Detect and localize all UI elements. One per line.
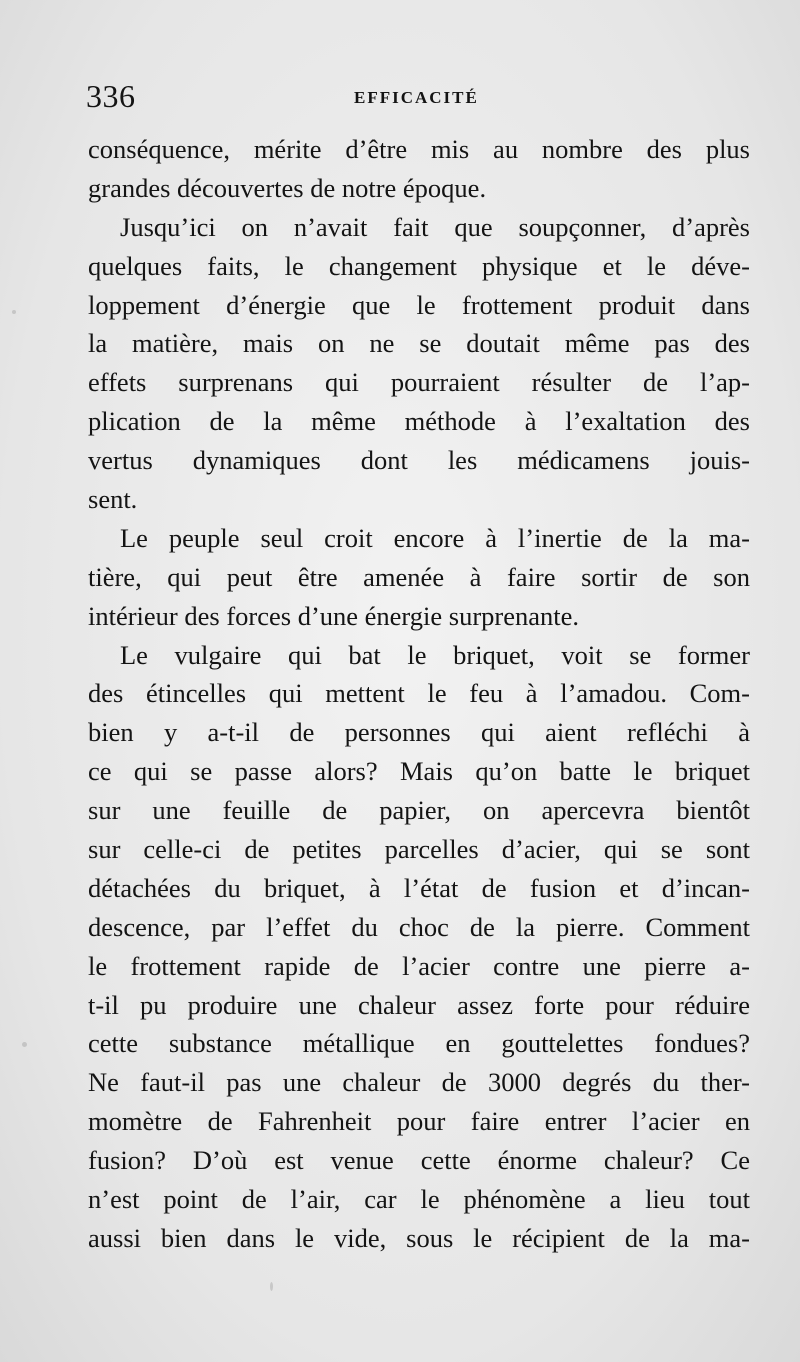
- text-line: tière, qui peut être amenée à faire sortir de son: [88, 561, 750, 592]
- text-line: des étincelles qui mettent le feu à l’amadou. Com-: [88, 678, 750, 709]
- text-line: loppement d’énergie que le frottement produit dans: [88, 289, 750, 320]
- text-line: plication de la même méthode à l’exaltation des: [88, 406, 750, 437]
- ink-speck: [12, 310, 16, 314]
- text-line: n’est point de l’air, car le phénomène a lieu tout: [88, 1184, 750, 1215]
- text-line: sur celle-ci de petites parcelles d’acier, qui se sont: [88, 834, 750, 865]
- text-line: cette substance métallique en gouttelettes fondues?: [88, 1028, 750, 1059]
- text-line: momètre de Fahrenheit pour faire entrer l’acier en: [88, 1106, 750, 1137]
- running-head: EFFICACITÉ: [354, 88, 479, 107]
- text-line: grandes découvertes de notre époque.: [88, 172, 487, 203]
- text-line: Le vulgaire qui bat le briquet, voit se former: [120, 639, 750, 670]
- text-line: bien y a-t-il de personnes qui aient refléchi à: [88, 717, 750, 748]
- text-line: sur une feuille de papier, on apercevra bientôt: [88, 795, 750, 826]
- body-text: [88, 130, 750, 1258]
- text-line: intérieur des forces d’une énergie surprenante.: [88, 600, 580, 631]
- text-line: conséquence, mérite d’être mis au nombre des plus: [88, 134, 750, 164]
- text-line: quelques faits, le changement physique et le déve-: [88, 250, 750, 281]
- text-line: détachées du briquet, à l’état de fusion et d’incan-: [88, 872, 750, 903]
- ink-speck: [22, 1042, 27, 1047]
- text-line: la matière, mais on ne se doutait même pas des: [88, 328, 750, 359]
- ink-speck: [270, 1282, 273, 1291]
- text-line: vertus dynamiques dont les médicamens jouis-: [88, 445, 750, 476]
- text-line: sent.: [88, 484, 138, 515]
- text-line: fusion? D’où est venue cette énorme chaleur? Ce: [88, 1145, 750, 1176]
- text-line: Ne faut-il pas une chaleur de 3000 degrés du ther-: [88, 1067, 750, 1098]
- page-header: [86, 78, 756, 118]
- text-line: Jusqu’ici on n’avait fait que soupçonner, d’après: [120, 211, 750, 242]
- page-number: 336: [86, 78, 136, 114]
- text-line: Le peuple seul croit encore à l’inertie de la ma-: [120, 522, 750, 553]
- text-line: effets surprenans qui pourraient résulter de l’ap-: [88, 367, 750, 398]
- text-line: descence, par l’effet du choc de la pierre. Comment: [88, 911, 750, 942]
- text-line: ce qui se passe alors? Mais qu’on batte le briquet: [88, 756, 750, 787]
- text-line: t-il pu produire une chaleur assez forte pour réduire: [88, 989, 750, 1020]
- text-line: le frottement rapide de l’acier contre une pierre a-: [88, 950, 750, 981]
- text-line: aussi bien dans le vide, sous le récipient de la ma-: [88, 1222, 750, 1253]
